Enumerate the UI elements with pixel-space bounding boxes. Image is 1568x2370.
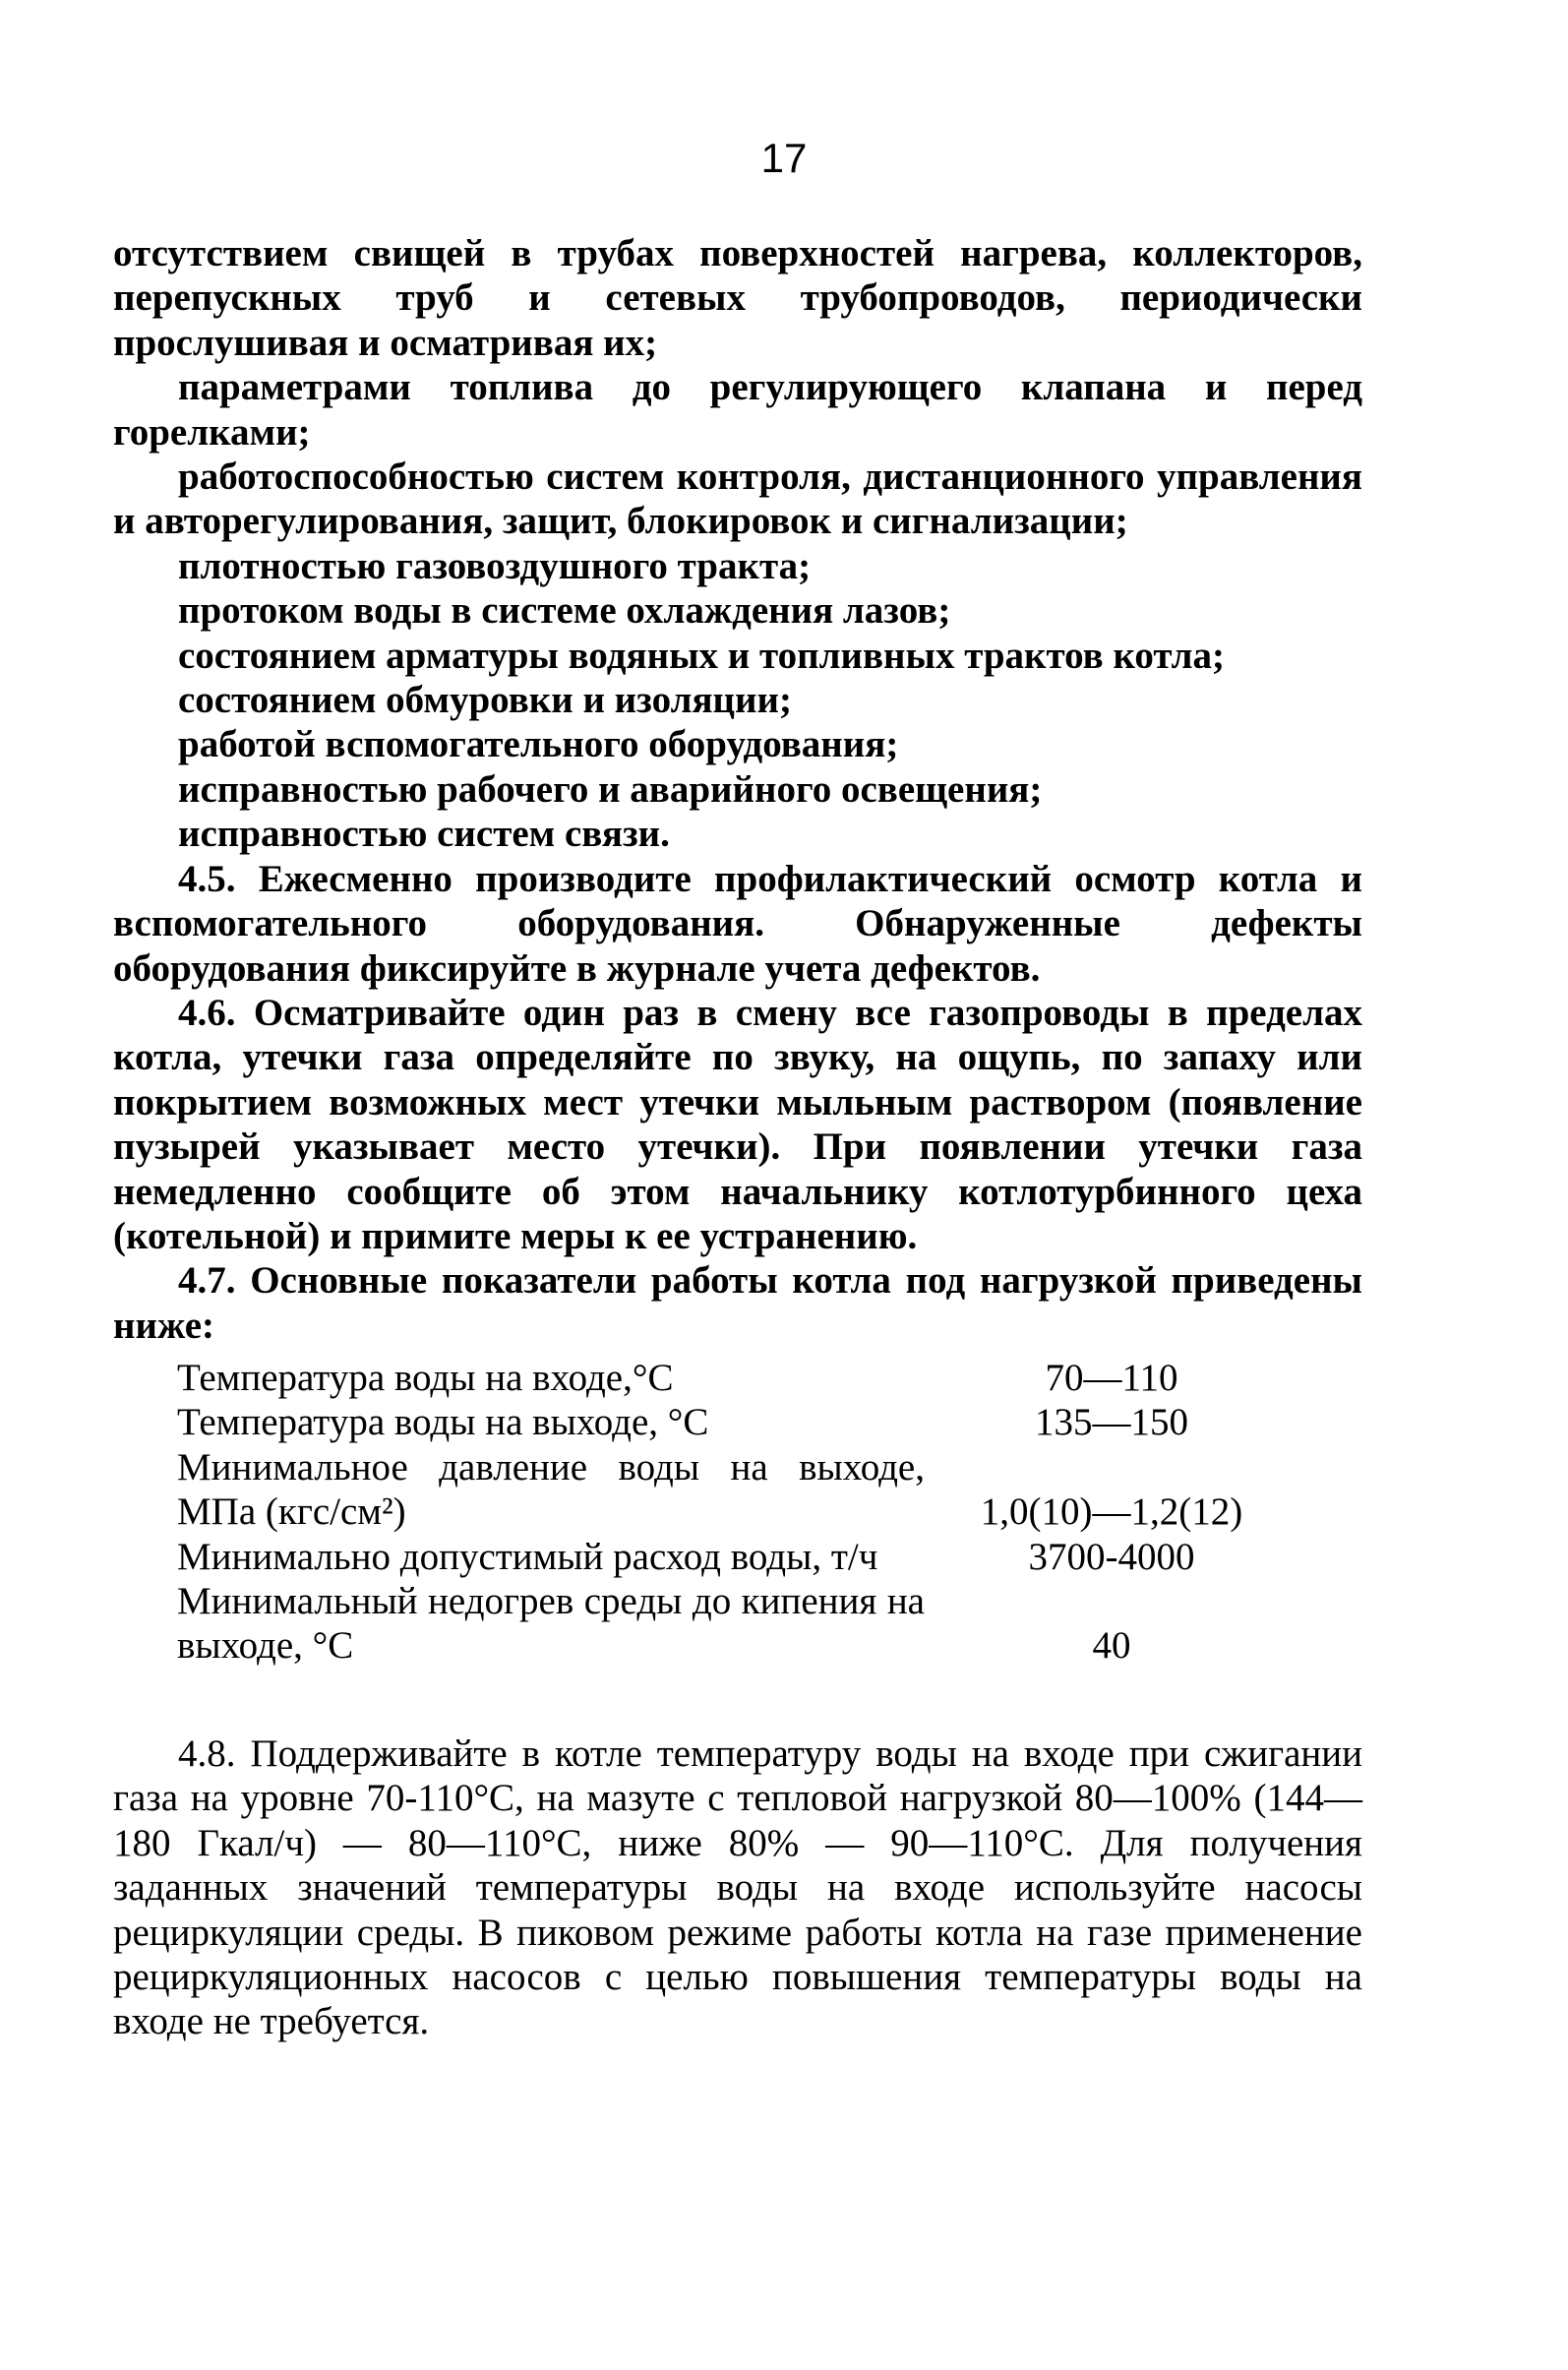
- parameter-label: Минимальное давление воды на выходе, МПа (кгс/см²): [177, 1445, 925, 1534]
- parameter-label: Температура воды на входе,°С: [177, 1357, 674, 1399]
- list-item: состоянием арматуры водяных и топливных трактов котла;: [178, 634, 1225, 677]
- boiler-parameters-table: [177, 1356, 1298, 1669]
- parameter-value: 135—150: [1035, 1401, 1188, 1444]
- parameter-value: 40: [1092, 1624, 1131, 1668]
- list-item: протоком воды в системе охлаждения лазов;: [178, 589, 951, 633]
- list-item: плотностью газовоздушного тракта;: [178, 544, 812, 587]
- parameter-value: 1,0(10)—1,2(12): [980, 1490, 1243, 1534]
- table-row: [177, 1535, 1298, 1579]
- table-row: [177, 1579, 1298, 1669]
- paragraph-4-6: 4.6. Осматривайте один раз в смену все газопроводы в пределах котла, утечки газа определяйте по звуку, на ощупь, по запаху или покрытием возможных мест утечки мыльным раствором (появление пузырей указывает место утечки). При появлении утечки газа немедленно сообщите об этом начальнику котлотурбинного цеха (котельной) и примите меры к ее устранению.: [113, 991, 1362, 1257]
- table-row: [177, 1356, 1298, 1400]
- paragraph-4-8: 4.8. Поддерживайте в котле температуру воды на входе при сжигании газа на уровне 70-110°С, на мазуте с тепловой нагрузкой 80—100% (144—180 Гкал/ч) — 80—110°С, ниже 80% — 90—110°С. Для получения заданных значений температуры воды на входе используйте насосы рециркуляции среды. В пиковом режиме работы котла на газе применение рециркуляционных насосов с целью повышения температуры воды на входе не требуется.: [113, 1732, 1362, 2043]
- paragraph-4-5: 4.5. Ежесменно производите профилактический осмотр котла и вспомогательного оборудования. Обнаруженные дефекты оборудования фиксируйте в журнале учета дефектов.: [113, 857, 1362, 990]
- parameter-value: 70—110: [1045, 1357, 1178, 1399]
- parameter-label: Температура воды на выходе, °С: [177, 1401, 709, 1444]
- parameter-value: 3700-4000: [1028, 1535, 1195, 1578]
- table-row: [177, 1400, 1298, 1444]
- paragraph-lead: отсутствием свищей в трубах поверхностей нагрева, коллекторов, перепускных труб и сетевых трубопроводов, периодически прослушивая и осматривая их;: [113, 232, 1362, 364]
- parameter-label: Минимально допустимый расход воды, т/ч: [177, 1535, 878, 1578]
- list-item: состоянием обмуровки и изоляции;: [178, 679, 792, 722]
- page-number: 17: [760, 135, 808, 181]
- list-item: исправностью систем связи.: [178, 813, 670, 856]
- upper-text-block: [113, 231, 1362, 1348]
- paragraph-4-7: 4.7. Основные показатели работы котла под нагрузкой приведены ниже:: [113, 1259, 1362, 1347]
- paragraph-control-systems: работоспособностью систем контроля, дистанционного управления и авторегулирования, защит, блокировок и сигнализации;: [113, 456, 1362, 543]
- parameter-label: Минимальный недогрев среды до кипения на выходе, °С: [177, 1580, 925, 1668]
- lower-text-block: [113, 1732, 1362, 2044]
- list-item: работой вспомогательного оборудования;: [178, 723, 899, 766]
- list-item: исправностью рабочего и аварийного освещения;: [178, 767, 1043, 811]
- table-row: [177, 1445, 1298, 1535]
- paragraph-fuel-params: параметрами топлива до регулирующего клапана и перед горелками;: [113, 366, 1362, 454]
